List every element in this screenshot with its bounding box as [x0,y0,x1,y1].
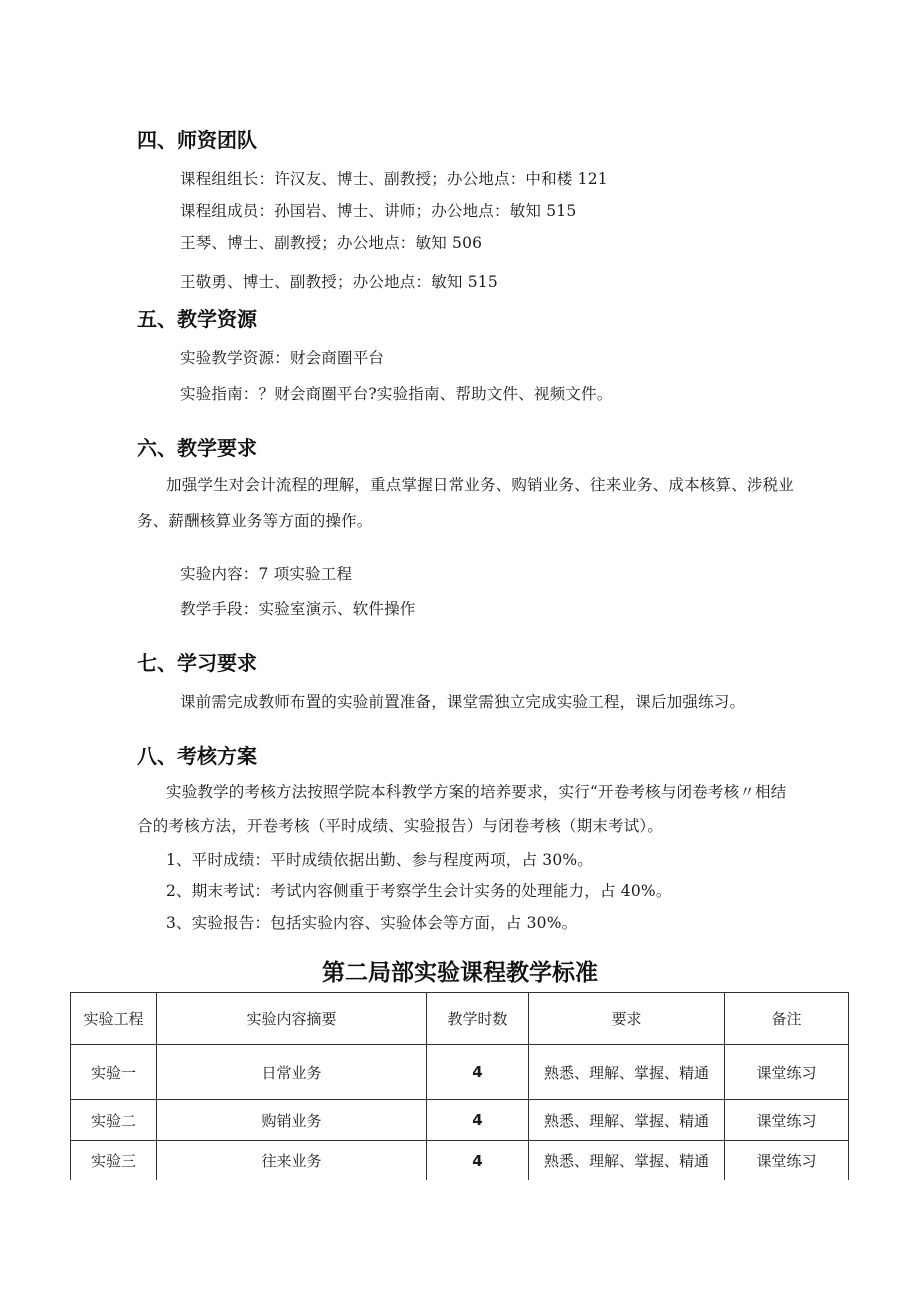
cell-hours: 4 [427,1045,529,1100]
table-row [71,1141,849,1181]
requirement-paragraph-line: 加强学生对会计流程的理解，重点掌握日常业务、购销业务、往来业务、成本核算、涉税业 [166,476,795,494]
assessment-item: 3、实验报告：包括实验内容、实验体会等方面，占 30%。 [166,914,578,932]
table-row [71,1045,849,1100]
team-member-line: 课程组成员：孙国岩、博士、讲师；办公地点：敏知 515 [180,202,577,220]
cell-summary: 购销业务 [157,1100,427,1141]
col-header-remarks: 备注 [725,993,849,1045]
cell-remarks: 课堂练习 [725,1045,849,1100]
cell-hours: 4 [427,1141,529,1181]
cell-remarks: 课堂练习 [725,1141,849,1181]
assessment-item: 2、期末考试：考试内容侧重于考察学生会计实务的处理能力，占 40%。 [166,882,672,900]
cell-hours: 4 [427,1100,529,1141]
teaching-method-line: 教学手段：实验室演示、软件操作 [180,600,416,618]
table-header-row [71,993,849,1045]
col-header-project: 实验工程 [71,993,157,1045]
section-6-heading: 六、教学要求 [137,436,257,460]
col-header-hours: 教学时数 [427,993,529,1045]
cell-project: 实验三 [71,1141,157,1181]
assessment-paragraph-line: 实验教学的考核方法按照学院本科教学方案的培养要求，实行“开卷考核与闭卷考核〃相结 [166,783,787,801]
team-leader-line: 课程组组长：许汉友、博士、副教授；办公地点：中和楼 121 [180,170,608,188]
cell-project: 实验一 [71,1045,157,1100]
part-2-title: 第二局部实验课程教学标准 [322,960,598,986]
cell-remarks: 课堂练习 [725,1100,849,1141]
table-row [71,1100,849,1141]
experiment-content-line: 实验内容：7 项实验工程 [180,565,353,583]
section-8-heading: 八、考核方案 [137,744,257,768]
guide-line: 实验指南：？财会商圈平台?实验指南、帮助文件、视频文件。 [180,385,613,403]
section-4-heading: 四、师资团队 [137,128,257,152]
cell-requirement: 熟悉、理解、掌握、精通 [529,1100,725,1141]
assessment-item: 1、平时成绩：平时成绩依据出勤、参与程度两项，占 30%。 [166,851,594,869]
col-header-requirement: 要求 [529,993,725,1045]
section-7-heading: 七、学习要求 [137,651,257,675]
requirement-paragraph-line: 务、薪酬核算业务等方面的操作。 [137,512,373,530]
resource-line: 实验教学资源：财会商圈平台 [180,349,385,367]
cell-requirement: 熟悉、理解、掌握、精通 [529,1045,725,1100]
col-header-summary: 实验内容摘要 [157,993,427,1045]
team-member-line: 王琴、博士、副教授；办公地点：敏知 506 [180,234,483,252]
team-member-line: 王敬勇、博士、副教授；办公地点：敏知 515 [180,273,498,291]
cell-project: 实验二 [71,1100,157,1141]
cell-summary: 日常业务 [157,1045,427,1100]
experiment-standards-table [70,992,849,1180]
cell-requirement: 熟悉、理解、掌握、精通 [529,1141,725,1181]
assessment-paragraph-line: 合的考核方法，开卷考核（平时成绩、实验报告）与闭卷考核（期末考试）。 [137,817,664,835]
cell-summary: 往来业务 [157,1141,427,1181]
section-5-heading: 五、教学资源 [137,307,257,331]
study-requirement-text: 课前需完成教师布置的实验前置准备，课堂需独立完成实验工程，课后加强练习。 [180,693,746,711]
